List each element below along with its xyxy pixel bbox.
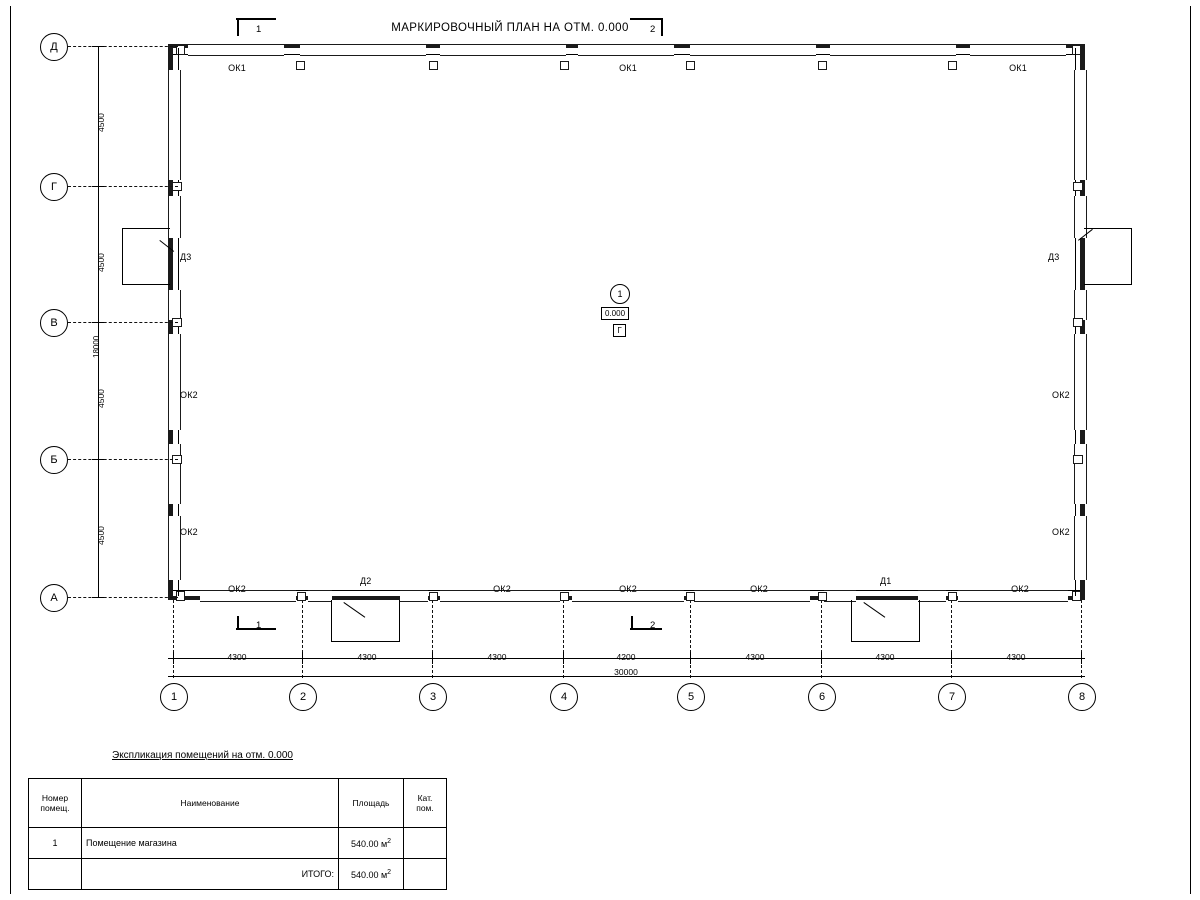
window-opening-left-4 <box>168 334 181 430</box>
vdim-value-3: 4500 <box>96 389 106 408</box>
header-area: Площадь <box>339 779 404 828</box>
axis-bubble-v[interactable]: В <box>40 309 68 337</box>
window-opening-right-6 <box>1074 516 1087 580</box>
sheet-border-right <box>1190 6 1191 894</box>
hdim-tick-1 <box>173 652 174 664</box>
axis-bubble-b[interactable]: Б <box>40 446 68 474</box>
explication-title: Экспликация помещений на отм. 0.000 <box>112 750 293 761</box>
window-label-bottom-3: ОК2 <box>619 584 637 594</box>
section-mark-2-bottom-label: 2 <box>650 620 656 631</box>
axis-line-6 <box>821 600 822 678</box>
header-category-line1: Кат. <box>417 793 433 803</box>
row-number: 1 <box>29 828 82 859</box>
window-opening-top-3 <box>440 44 566 56</box>
section-mark-1-top-label: 1 <box>256 24 262 35</box>
window-opening-right-2 <box>1074 196 1087 238</box>
window-label-top-1: ОК1 <box>228 63 246 73</box>
window-opening-bottom-1 <box>200 590 296 602</box>
section-mark-1-bottom-label: 1 <box>256 620 262 631</box>
axis-bubble-d[interactable]: Д <box>40 33 68 61</box>
axis-line-g <box>68 186 178 187</box>
hdim-tick-5 <box>690 652 691 664</box>
column-top-5 <box>686 61 695 70</box>
axis-bubble-2[interactable]: 2 <box>289 683 317 711</box>
total-category <box>404 859 447 890</box>
section-mark-2-bottom-tick <box>631 616 633 629</box>
vdim-tick-d <box>92 46 104 47</box>
section-mark-2-bottom-line <box>630 628 662 630</box>
hdim-tick-7 <box>951 652 952 664</box>
porch-left-side <box>122 228 123 284</box>
header-number-line2: помещ. <box>40 803 70 813</box>
porch-d2-bottom <box>331 641 399 642</box>
vdim-total: 18000 <box>92 335 101 358</box>
table-row <box>29 828 447 859</box>
table-total-row <box>29 859 447 890</box>
window-label-right-2: ОК2 <box>1052 527 1070 537</box>
header-number-line1: Номер <box>41 793 69 803</box>
porch-left-top <box>122 228 170 229</box>
column-top-2 <box>296 61 305 70</box>
axis-line-7 <box>951 600 952 678</box>
window-label-left-2: ОК2 <box>180 527 198 537</box>
total-blank <box>29 859 82 890</box>
header-category-line2: пом. <box>416 803 434 813</box>
porch-d1-bottom <box>851 641 919 642</box>
window-label-bottom-5: ОК2 <box>1011 584 1029 594</box>
window-label-right-1: ОК2 <box>1052 390 1070 400</box>
sheet-border-left <box>10 6 11 894</box>
column-bottom-7 <box>948 592 957 601</box>
hdim-tick-3 <box>432 652 433 664</box>
total-label: ИТОГО: <box>82 859 339 890</box>
total-area-unit-sup: 2 <box>387 868 392 876</box>
vdim-tick-g <box>92 186 104 187</box>
row-area-unit-sup: 2 <box>387 837 392 845</box>
door-leaf-d1 <box>863 602 885 618</box>
axis-bubble-6[interactable]: 6 <box>808 683 836 711</box>
column-top-3 <box>429 61 438 70</box>
window-opening-top-1 <box>188 44 284 56</box>
axis-bubble-g[interactable]: Г <box>40 173 68 201</box>
window-opening-top-4 <box>578 44 674 56</box>
porch-d1-right <box>919 600 920 642</box>
porch-left-bottom <box>122 284 170 285</box>
column-bottom-6 <box>818 592 827 601</box>
vdim-value-1: 4500 <box>96 113 106 132</box>
axis-bubble-a[interactable]: А <box>40 584 68 612</box>
column-top-4 <box>560 61 569 70</box>
porch-d1-left <box>851 600 852 642</box>
hdim-value-4: 4200 <box>616 652 636 662</box>
axis-bubble-7[interactable]: 7 <box>938 683 966 711</box>
window-opening-left-1 <box>168 70 181 180</box>
window-label-bottom-1: ОК2 <box>228 584 246 594</box>
window-opening-right-5 <box>1074 444 1087 504</box>
vdim-tick-b <box>92 459 104 460</box>
vdim-value-2: 4500 <box>96 253 106 272</box>
axis-line-v <box>68 322 178 323</box>
hdim-value-6: 4300 <box>875 652 895 662</box>
axis-bubble-8[interactable]: 8 <box>1068 683 1096 711</box>
door-label-left: Д3 <box>180 252 192 262</box>
total-area-value: 540.00 м <box>350 869 388 880</box>
hdim-value-7: 4300 <box>1006 652 1026 662</box>
hdim-tick-4 <box>563 652 564 664</box>
row-category <box>404 828 447 859</box>
axis-line-8 <box>1081 600 1082 678</box>
window-opening-left-6 <box>168 516 181 580</box>
window-label-bottom-2: ОК2 <box>493 584 511 594</box>
column-right-g <box>1073 182 1083 191</box>
section-mark-1-top-tick <box>237 18 239 36</box>
hdim-value-1: 4300 <box>227 652 247 662</box>
section-mark-2-top-line <box>630 18 662 20</box>
axis-line-4 <box>563 600 564 678</box>
window-opening-left-5 <box>168 444 181 504</box>
column-bottom-3 <box>429 592 438 601</box>
room-elevation-marker: 0.000 <box>601 307 629 320</box>
axis-bubble-3[interactable]: 3 <box>419 683 447 711</box>
row-area <box>339 828 404 859</box>
porch-d2-left <box>331 600 332 642</box>
window-label-left-1: ОК2 <box>180 390 198 400</box>
door-leaf-d2 <box>343 602 365 618</box>
window-opening-top-5 <box>690 44 816 56</box>
table-header-row <box>29 779 447 828</box>
window-opening-right-4 <box>1074 334 1087 430</box>
section-mark-2-top-label: 2 <box>650 24 656 35</box>
vdim-tick-v <box>92 322 104 323</box>
axis-bubble-4[interactable]: 4 <box>550 683 578 711</box>
column-top-6 <box>818 61 827 70</box>
window-label-bottom-4: ОК2 <box>750 584 768 594</box>
window-opening-bottom-3 <box>400 590 428 602</box>
axis-line-a <box>68 597 178 598</box>
section-mark-2-top-tick <box>661 18 663 36</box>
column-bottom-4 <box>560 592 569 601</box>
column-right-v <box>1073 318 1083 327</box>
porch-right-bottom <box>1084 284 1132 285</box>
hdim-value-2: 4300 <box>357 652 377 662</box>
window-opening-top-6 <box>830 44 956 56</box>
section-mark-1-bottom-tick <box>237 616 239 629</box>
window-opening-left-3 <box>168 290 181 320</box>
row-name: Помещение магазина <box>82 828 339 859</box>
hdim-total: 30000 <box>614 667 638 677</box>
hdim-value-3: 4300 <box>487 652 507 662</box>
axis-line-5 <box>690 600 691 678</box>
window-opening-right-3 <box>1074 290 1087 320</box>
axis-line-b <box>68 459 178 460</box>
header-number <box>29 779 82 828</box>
axis-line-d <box>68 46 178 47</box>
window-opening-top-7 <box>970 44 1066 56</box>
header-category <box>404 779 447 828</box>
door-label-d1: Д1 <box>880 576 892 586</box>
vdim-value-4: 4500 <box>96 526 106 545</box>
porch-d2-right <box>399 600 400 642</box>
axis-line-3 <box>432 600 433 678</box>
window-opening-right-1 <box>1074 70 1087 180</box>
window-label-top-3: ОК1 <box>1009 63 1027 73</box>
room-category-marker: Г <box>613 324 626 337</box>
explication-table <box>28 778 447 890</box>
window-opening-left-2 <box>168 196 181 238</box>
column-right-b <box>1073 455 1083 464</box>
header-name: Наименование <box>82 779 339 828</box>
axis-bubble-5[interactable]: 5 <box>677 683 705 711</box>
row-area-value: 540.00 м <box>350 838 388 849</box>
axis-line-1 <box>173 600 174 678</box>
room-number-marker: 1 <box>610 284 630 304</box>
window-opening-bottom-8 <box>918 590 946 602</box>
window-opening-bottom-2 <box>308 590 332 602</box>
porch-right-side <box>1131 228 1132 284</box>
section-mark-1-top-line <box>236 18 276 20</box>
total-area <box>339 859 404 890</box>
vdim-tick-a <box>92 597 104 598</box>
window-label-top-2: ОК1 <box>619 63 637 73</box>
hdim-tick-2 <box>302 652 303 664</box>
plan-title: МАРКИРОВОЧНЫЙ ПЛАН НА ОТМ. 0.000 <box>391 22 629 34</box>
axis-bubble-1[interactable]: 1 <box>160 683 188 711</box>
door-label-right: Д3 <box>1048 252 1060 262</box>
column-top-7 <box>948 61 957 70</box>
hdim-value-5: 4300 <box>745 652 765 662</box>
hdim-tick-6 <box>821 652 822 664</box>
door-label-d2: Д2 <box>360 576 372 586</box>
window-opening-top-2 <box>300 44 426 56</box>
axis-line-2 <box>302 600 303 678</box>
hdim-tick-8 <box>1081 652 1082 664</box>
